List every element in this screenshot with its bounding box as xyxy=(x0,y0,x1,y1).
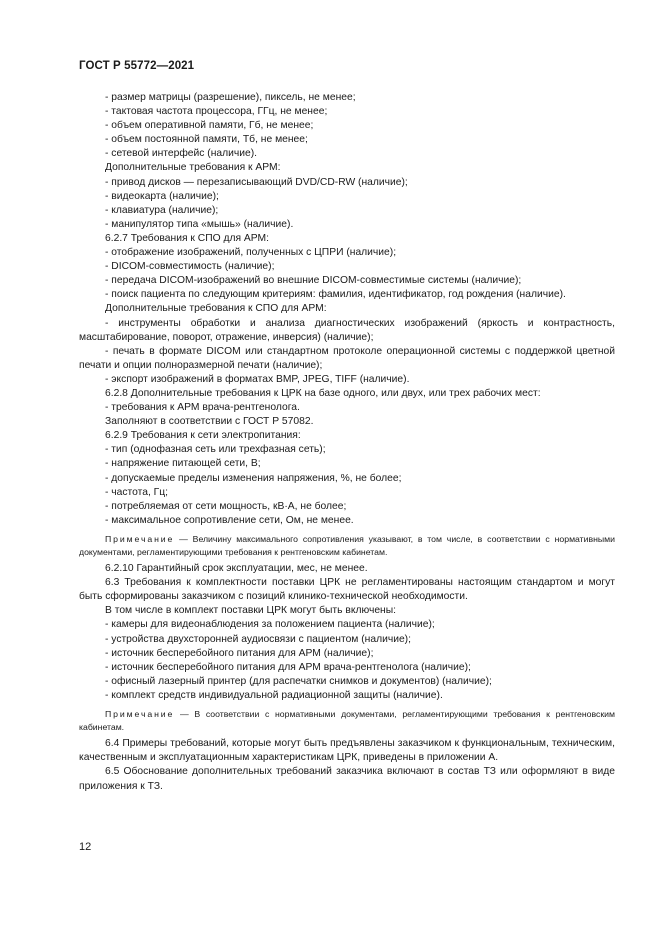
paragraph: Дополнительные требования к СПО для АРМ: xyxy=(105,303,327,315)
note-text: — В соответствии с нормативными документами, регламентирующими требования к рентгеновским кабинетам. xyxy=(79,709,615,732)
list-item: - тактовая частота процессора, ГГц, не менее; xyxy=(105,106,328,118)
note xyxy=(79,533,615,558)
note-label: Примечание xyxy=(105,533,175,544)
list-item: - источник бесперебойного питания для АРМ (наличие); xyxy=(105,647,374,659)
list-item: - комплект средств индивидуальной радиационной защиты (наличие). xyxy=(105,689,443,701)
list-item: - размер матрицы (разрешение), пиксель, не менее; xyxy=(105,92,356,103)
paragraph: Заполняют в соответствии с ГОСТ Р 57082. xyxy=(105,416,314,428)
list-item: - потребляемая от сети мощность, кВ·А, не более; xyxy=(105,500,347,512)
list-item: - напряжение питающей сети, В; xyxy=(105,458,261,470)
list-item: - офисный лазерный принтер (для распечатки снимков и документов) (наличие); xyxy=(105,675,492,687)
list-item: - тип (однофазная сеть или трехфазная сеть); xyxy=(105,444,326,456)
list-item: - привод дисков — перезаписывающий DVD/CD-RW (наличие); xyxy=(105,176,408,188)
list-item: - DICOM-совместимость (наличие); xyxy=(105,261,275,273)
list-item: - частота, Гц; xyxy=(105,486,169,498)
list-item: - экспорт изображений в форматах BMP, JPEG, TIFF (наличие). xyxy=(105,373,410,385)
list-item: - манипулятор типа «мышь» (наличие). xyxy=(105,218,294,230)
list-item: - поиск пациента по следующим критериям: фамилия, идентификатор, год рождения (наличие). xyxy=(105,289,566,301)
note xyxy=(79,708,615,733)
paragraph: 6.4 Примеры требований, которые могут быть предъявлены заказчиком к функциональным, техническим, качественным и эксплуатационным характеристикам ЦРК, приведены в приложении А. xyxy=(79,738,615,764)
paragraph: В том числе в комплект поставки ЦРК могут быть включены: xyxy=(105,605,396,617)
list-item: - видеокарта (наличие); xyxy=(105,190,219,202)
list-item: - отображение изображений, полученных с ЦПРИ (наличие); xyxy=(105,247,397,259)
paragraph: 6.3 Требования к комплектности поставки ЦРК не регламентированы настоящим стандартом и могут быть сформированы заказчиком с позиций клинико-технической необходимости. xyxy=(79,577,615,603)
list-item: - передача DICOM-изображений во внешние DICOM-совместимые системы (наличие); xyxy=(105,275,522,287)
note-label: Примечание xyxy=(105,709,175,720)
list-item: - источник бесперебойного питания для АРМ врача-рентгенолога (наличие); xyxy=(105,661,471,673)
paragraph: 6.5 Обоснование дополнительных требований заказчика включают в состав ТЗ или оформляют в виде приложения к ТЗ. xyxy=(79,766,615,792)
page-number: 12 xyxy=(79,841,92,853)
list-item: - объем постоянной памяти, Тб, не менее; xyxy=(105,134,308,146)
section-heading: 6.2.9 Требования к сети электропитания: xyxy=(105,430,301,442)
list-item: - камеры для видеонаблюдения за положением пациента (наличие); xyxy=(105,619,435,631)
section-heading: 6.2.8 Дополнительные требования к ЦРК на базе одного, или двух, или трех рабочих мест: xyxy=(105,387,541,399)
document-body xyxy=(79,91,615,794)
list-item: - требования к АРМ врача-рентгенолога. xyxy=(105,402,300,414)
list-item: - сетевой интерфейс (наличие). xyxy=(105,148,258,160)
list-item: - максимальное сопротивление сети, Ом, не менее. xyxy=(105,514,354,526)
document-header: ГОСТ Р 55772—2021 xyxy=(79,60,195,72)
list-item: - печать в формате DICOM или стандартном протоколе операционной системы с поддержкой цветной печати и опции полноразмерной печати (наличие); xyxy=(79,345,615,371)
list-item: - объем оперативной памяти, Гб, не менее; xyxy=(105,120,314,132)
section-heading: 6.2.7 Требования к СПО для АРМ: xyxy=(105,232,269,244)
list-item: - допускаемые пределы изменения напряжения, %, не более; xyxy=(105,472,402,484)
list-item: - клавиатура (наличие); xyxy=(105,204,219,216)
list-item: - инструменты обработки и анализа диагностических изображений (яркость и контрастность, масштабирование, поворот, отражение, инверсия) (наличие); xyxy=(79,317,615,343)
paragraph: Дополнительные требования к АРМ: xyxy=(105,162,281,174)
list-item: - устройства двухсторонней аудиосвязи с пациентом (наличие); xyxy=(105,633,411,645)
note-text: — Величину максимального сопротивления указывают, в том числе, в соответствии с нормативными документами, регламентирующими требования к рентгеновским кабинетам. xyxy=(79,533,615,557)
section-heading: 6.2.10 Гарантийный срок эксплуатации, мес, не менее. xyxy=(105,563,368,575)
